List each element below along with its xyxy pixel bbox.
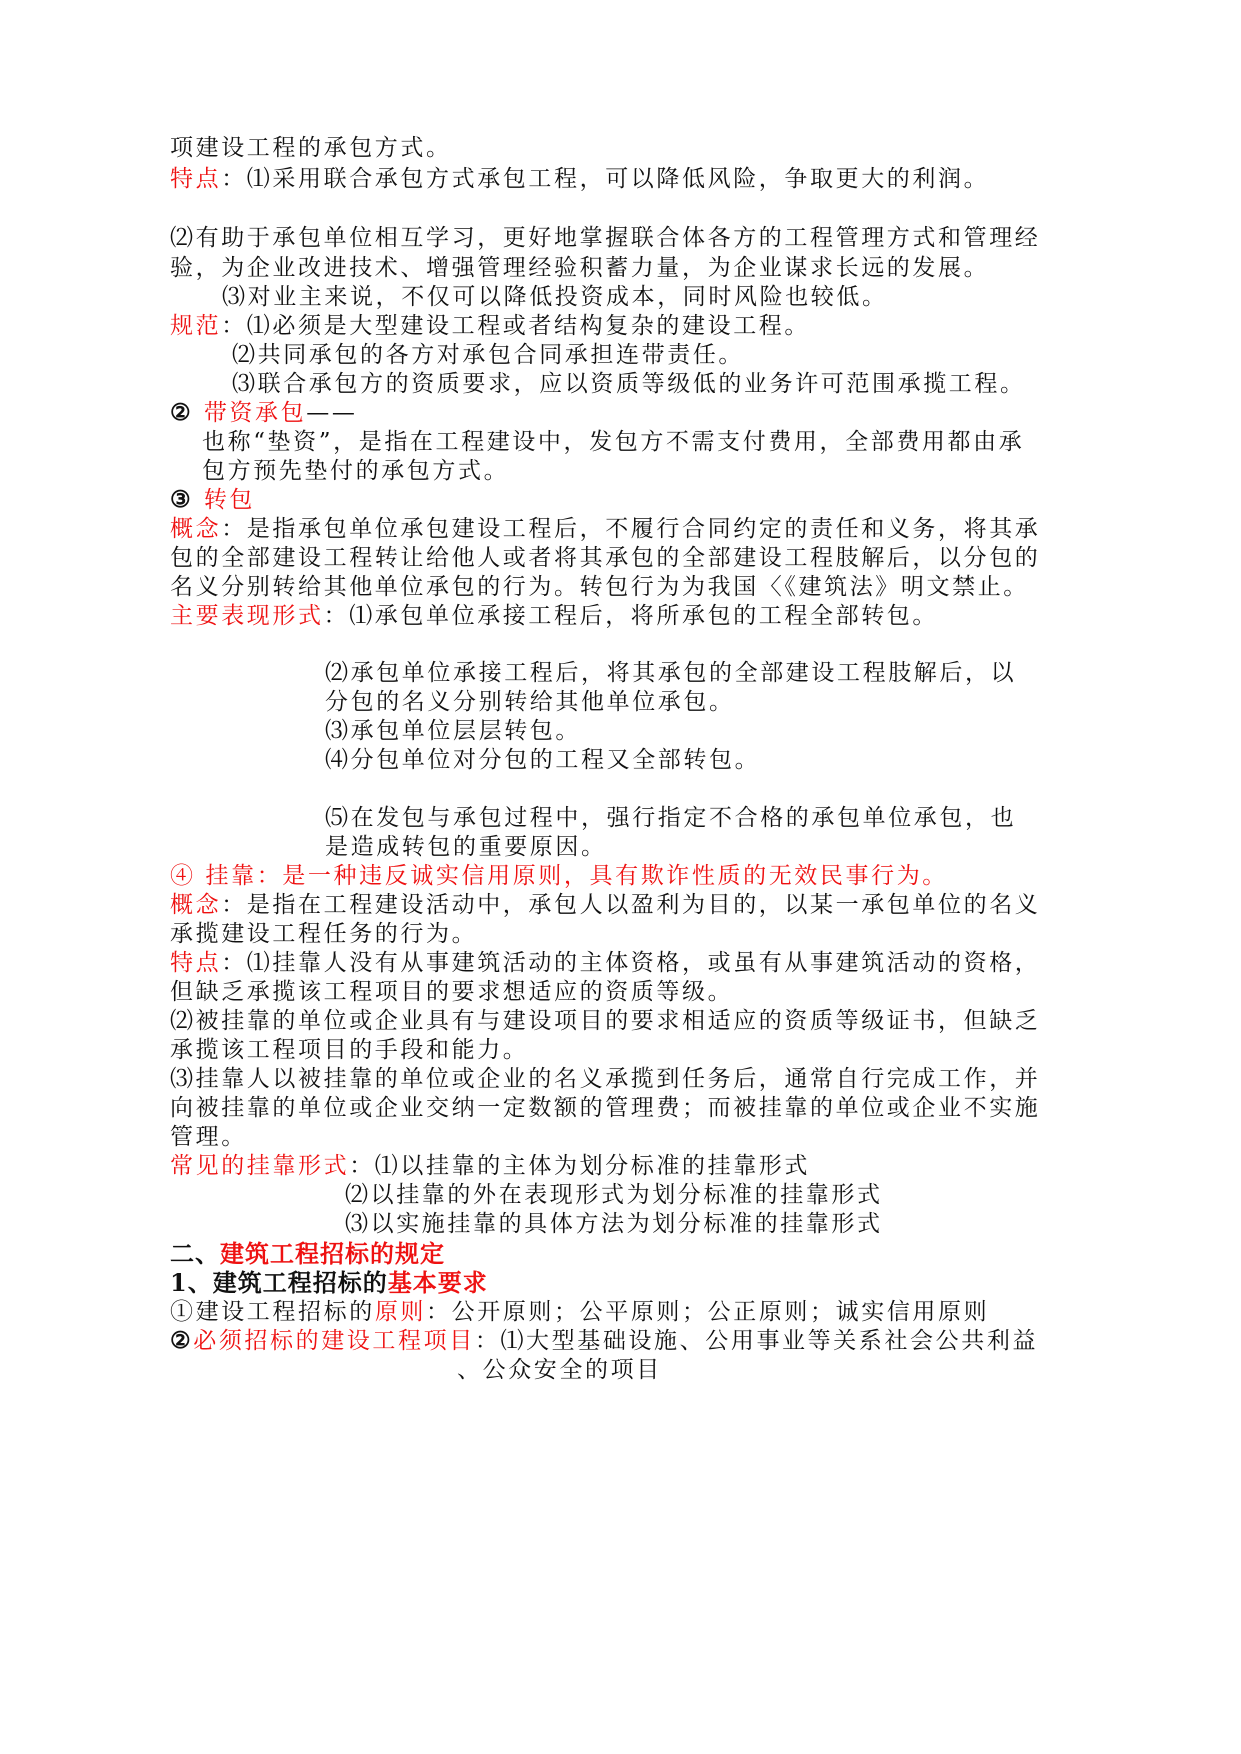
- line-7-segment: ⑵共同承包的各方对承包合同承担连带责任。: [232, 342, 744, 368]
- line-15-segment: 名义分别转给其他单位承包的行为。转包行为为我国〈《建筑法》明文禁止。: [170, 574, 1029, 600]
- line-20-segment: ⑷分包单位对分包的工程又全部转包。: [325, 747, 761, 773]
- line-6-segment: ：⑴必须是大型建设工程或者结构复杂的建设工程。: [221, 313, 811, 339]
- line-27-segment: 但缺乏承揽该工程项目的要求想适应的资质等级。: [170, 979, 734, 1005]
- line-15: [170, 571, 1029, 603]
- line-23: [170, 860, 948, 892]
- line-5-segment: ⑶对业主来说，不仅可以降低投资成本，同时风险也较低。: [222, 284, 888, 310]
- heading-2-segment: 二、: [170, 1239, 220, 1268]
- line-30-segment: ⑶挂靠人以被挂靠的单位或企业的名义承揽到任务后，通常自行完成工作，并: [170, 1066, 1041, 1092]
- line-33-segment: ：⑴以挂靠的主体为划分标准的挂靠形式: [349, 1153, 811, 1179]
- line-14-segment: 包的全部建设工程转让给他人或者将其承包的全部建设工程肢解后，以分包的: [170, 545, 1041, 571]
- line-38-segment: ①建设工程招标的: [170, 1299, 375, 1325]
- line-40-segment: 、公众安全的项目: [457, 1357, 662, 1383]
- line-21-segment: ⑸在发包与承包过程中，强行指定不合格的承包单位承包，也: [325, 805, 1017, 831]
- line-13: [170, 513, 1040, 545]
- line-9-segment: ——: [306, 400, 358, 426]
- line-25: [170, 918, 477, 950]
- line-3: [170, 222, 1040, 254]
- line-2: [170, 163, 989, 195]
- line-6-segment: 规范: [170, 313, 222, 339]
- line-7: [232, 339, 744, 371]
- line-31: [170, 1092, 1040, 1124]
- line-33: [170, 1150, 810, 1182]
- line-30: [170, 1063, 1040, 1095]
- line-9-segment: ②: [170, 399, 204, 426]
- line-19-segment: ⑶承包单位层层转包。: [325, 718, 581, 744]
- line-2-segment: ：⑴采用联合承包方式承包工程，可以降低风险，争取更大的利润。: [221, 166, 990, 192]
- line-17-segment: ⑵承包单位承接工程后，将其承包的全部建设工程肢解后，以: [325, 660, 1017, 686]
- heading-2-segment: 建筑工程招标的规定: [220, 1239, 445, 1268]
- line-1-segment: 项建设工程的承包方式。: [170, 135, 452, 161]
- line-5: [222, 281, 888, 313]
- line-31-segment: 向被挂靠的单位或企业交纳一定数额的管理费；而被挂靠的单位或企业不实施: [170, 1095, 1041, 1121]
- line-26: [170, 947, 1040, 979]
- line-25-segment: 承揽建设工程任务的行为。: [170, 921, 478, 947]
- heading-2-1: [170, 1267, 488, 1299]
- line-16: [170, 600, 938, 632]
- line-39-segment: ：⑴大型基础设施、公用事业等关系社会公共利益: [474, 1328, 1039, 1354]
- line-24-segment: 概念: [170, 892, 222, 918]
- line-16-segment: ：⑴承包单位承接工程后，将所承包的工程全部转包。: [323, 603, 939, 629]
- line-35: [345, 1208, 883, 1240]
- line-16-segment: 主要表现形式: [170, 603, 324, 629]
- line-34: [345, 1179, 883, 1211]
- line-13-segment: 概念: [170, 516, 222, 542]
- line-24-segment: ：是指在工程建设活动中，承包人以盈利为目的，以某一承包单位的名义: [221, 892, 1041, 918]
- line-11-segment: 包方预先垫付的承包方式。: [202, 458, 510, 484]
- line-8: [232, 368, 1026, 400]
- line-2-segment: 特点: [170, 166, 222, 192]
- line-18: [325, 686, 735, 718]
- line-32: [170, 1121, 247, 1153]
- line-14: [170, 542, 1040, 574]
- line-28: [170, 1005, 1040, 1037]
- line-26-segment: 特点: [170, 950, 222, 976]
- line-8-segment: ⑶联合承包方的资质要求，应以资质等级低的业务许可范围承揽工程。: [232, 371, 1026, 397]
- line-27: [170, 976, 733, 1008]
- line-9: [170, 397, 357, 429]
- line-12-segment: 转包: [203, 487, 256, 513]
- line-3-segment: ⑵有助于承包单位相互学习，更好地掌握联合体各方的工程管理方式和管理经: [170, 225, 1041, 251]
- line-34-segment: ⑵以挂靠的外在表现形式为划分标准的挂靠形式: [345, 1182, 883, 1208]
- line-10: [202, 426, 1024, 458]
- line-1: [170, 132, 452, 164]
- line-13-segment: ：是指承包单位承包建设工程后，不履行合同约定的责任和义务，将其承: [221, 516, 1041, 542]
- line-33-segment: 常见的挂靠形式: [170, 1153, 350, 1179]
- line-39-segment: 必须招标的建设工程项目: [193, 1328, 475, 1354]
- line-10-segment: 也称“垫资”，是指在工程建设中，发包方不需支付费用，全部费用都由承: [202, 429, 1025, 455]
- line-9-segment: 带资承包: [203, 400, 307, 426]
- line-21: [325, 802, 1016, 834]
- line-17: [325, 657, 1016, 689]
- line-29-segment: 承揽该工程项目的手段和能力。: [170, 1037, 529, 1063]
- line-29: [170, 1034, 528, 1066]
- heading-2-1-segment: 1、建筑工程招标的: [170, 1268, 388, 1297]
- line-39-segment: ②: [170, 1327, 194, 1354]
- line-6: [170, 310, 810, 342]
- line-18-segment: 分包的名义分别转给其他单位承包。: [325, 689, 735, 715]
- line-4-segment: 验，为企业改进技术、增强管理经验积蓄力量，为企业谋求长远的发展。: [170, 255, 990, 281]
- line-20: [325, 744, 760, 776]
- line-38: [170, 1296, 989, 1328]
- line-22: [325, 831, 607, 863]
- line-11: [202, 455, 509, 487]
- line-22-segment: 是造成转包的重要原因。: [325, 834, 607, 860]
- line-12: [170, 484, 255, 516]
- line-19: [325, 715, 581, 747]
- heading-2-1-segment: 基本要求: [387, 1268, 488, 1297]
- line-26-segment: ：⑴挂靠人没有从事建筑活动的主体资格，或虽有从事建筑活动的资格，: [221, 950, 1041, 976]
- line-40: [457, 1354, 662, 1386]
- line-35-segment: ⑶以实施挂靠的具体方法为划分标准的挂靠形式: [345, 1211, 883, 1237]
- line-32-segment: 管理。: [170, 1124, 247, 1150]
- line-24: [170, 889, 1040, 921]
- line-39: [170, 1325, 1038, 1357]
- line-12-segment: ③: [170, 486, 204, 513]
- line-4: [170, 252, 989, 284]
- line-38-segment: ：公开原则；公平原则；公正原则；诚实信用原则: [426, 1299, 990, 1325]
- line-23-segment: ④ 挂靠：是一种违反诚实信用原则，具有欺诈性质的无效民事行为。: [170, 863, 948, 889]
- line-38-segment: 原则: [374, 1299, 427, 1325]
- line-28-segment: ⑵被挂靠的单位或企业具有与建设项目的要求相适应的资质等级证书，但缺乏: [170, 1008, 1041, 1034]
- heading-2: [170, 1238, 445, 1270]
